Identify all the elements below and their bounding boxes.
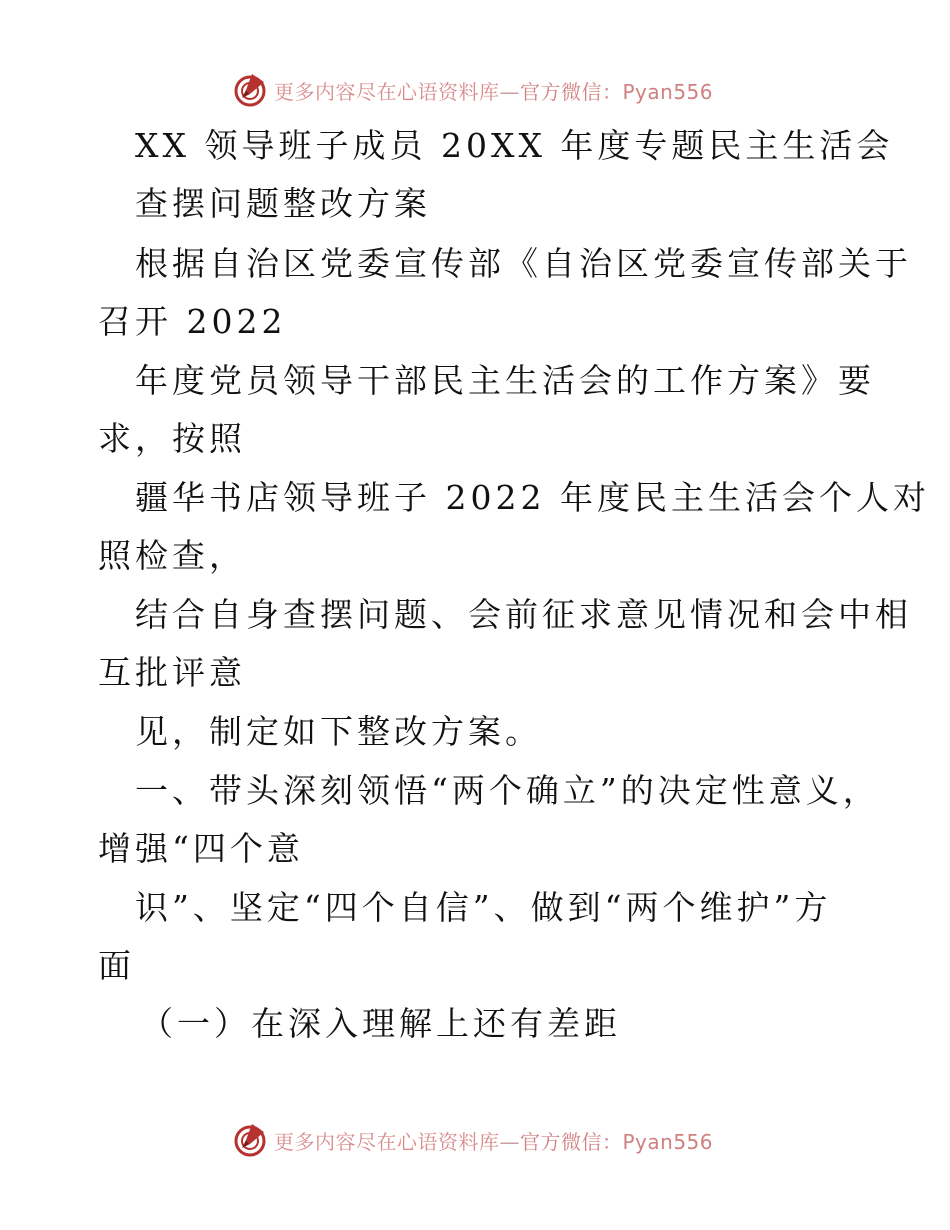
watermark-contact: 官方微信：Pyan556: [520, 79, 714, 104]
doc-paragraph-line: 召开 2022: [98, 302, 287, 341]
watermark-separator: —: [499, 79, 520, 104]
doc-title-line-1: XX 领导班子成员 20XX 年度专题民主生活会: [135, 126, 894, 165]
doc-section-heading: 一、带头深刻领悟“两个确立”的决定性意义，: [135, 771, 880, 810]
doc-section-heading: 增强“四个意: [98, 829, 304, 868]
doc-paragraph-line: 根据自治区党委宣传部《自治区党委宣传部关于: [135, 244, 912, 283]
watermark-banner-bottom: [230, 1120, 750, 1160]
watermark-contact: 官方微信：Pyan556: [520, 1129, 714, 1154]
watermark-main: 更多内容尽在心语资料库: [274, 79, 500, 104]
doc-paragraph-line: 年度党员领导干部民主生活会的工作方案》要: [135, 361, 875, 400]
doc-paragraph-line: 疆华书店领导班子 2022 年度民主生活会个人对: [135, 478, 930, 517]
doc-paragraph-line: 互批评意: [98, 653, 246, 692]
doc-paragraph-line: 结合自身查摆问题、会前征求意见情况和会中相: [135, 595, 912, 634]
doc-paragraph-line: 照检查，: [98, 536, 246, 575]
watermark-main: 更多内容尽在心语资料库: [274, 1129, 500, 1154]
doc-section-heading: 识”、坚定“四个自信”、做到“两个维护”方: [135, 888, 832, 927]
doc-subsection-heading: （一）在深入理解上还有差距: [140, 1004, 621, 1043]
pen-logo-icon: [230, 1120, 270, 1160]
doc-paragraph-line: 求，按照: [98, 419, 246, 458]
doc-title-line-2: 查摆问题整改方案: [135, 184, 431, 223]
doc-paragraph-line: 见，制定如下整改方案。: [135, 712, 542, 751]
doc-section-heading: 面: [98, 946, 135, 985]
watermark-text: [274, 1126, 713, 1155]
watermark-separator: —: [499, 1129, 520, 1154]
